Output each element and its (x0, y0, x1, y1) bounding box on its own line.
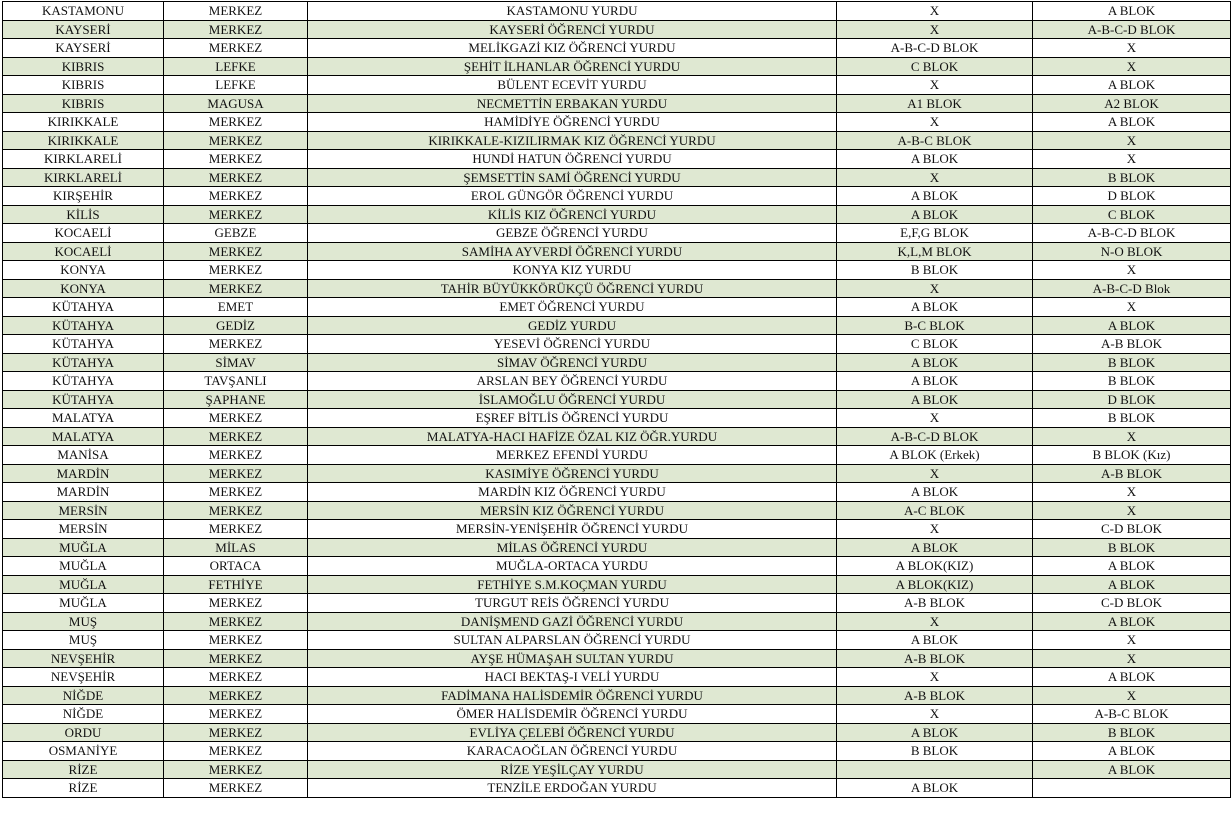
female-block-cell: A BLOK (837, 390, 1033, 409)
district-cell: MERKEZ (164, 501, 308, 520)
table-row (3, 723, 1231, 742)
female-block-cell (837, 760, 1033, 779)
female-block-cell: A BLOK (837, 187, 1033, 206)
male-block-cell: A2 BLOK (1033, 94, 1231, 113)
male-block-cell: B BLOK (1033, 372, 1231, 391)
female-block-cell: A BLOK (837, 779, 1033, 798)
city-cell: KONYA (3, 279, 164, 298)
district-cell: LEFKE (164, 76, 308, 95)
city-cell: RİZE (3, 760, 164, 779)
female-block-cell: A-B BLOK (837, 594, 1033, 613)
female-block-cell: X (837, 20, 1033, 39)
table-row (3, 649, 1231, 668)
city-cell: NEVŞEHİR (3, 668, 164, 687)
district-cell: MERKEZ (164, 594, 308, 613)
table-row (3, 187, 1231, 206)
dormitory-name-cell: KASTAMONU YURDU (308, 2, 837, 21)
female-block-cell: A BLOK (Erkek) (837, 446, 1033, 465)
male-block-cell: X (1033, 57, 1231, 76)
city-cell: MUŞ (3, 612, 164, 631)
dormitory-name-cell: ŞEHİT İLHANLAR ÖĞRENCİ YURDU (308, 57, 837, 76)
male-block-cell: A-B BLOK (1033, 464, 1231, 483)
female-block-cell: A-B-C BLOK (837, 131, 1033, 150)
district-cell: MERKEZ (164, 779, 308, 798)
male-block-cell: D BLOK (1033, 390, 1231, 409)
female-block-cell: A BLOK(KIZ) (837, 557, 1033, 576)
district-cell: MERKEZ (164, 520, 308, 539)
city-cell: KOCAELİ (3, 224, 164, 243)
dormitory-name-cell: ARSLAN BEY ÖĞRENCİ YURDU (308, 372, 837, 391)
district-cell: MERKEZ (164, 649, 308, 668)
male-block-cell: C-D BLOK (1033, 520, 1231, 539)
male-block-cell: A BLOK (1033, 612, 1231, 631)
district-cell: MERKEZ (164, 742, 308, 761)
district-cell: MERKEZ (164, 168, 308, 187)
district-cell: MERKEZ (164, 205, 308, 224)
district-cell: MERKEZ (164, 686, 308, 705)
dormitory-name-cell: NECMETTİN ERBAKAN YURDU (308, 94, 837, 113)
dormitory-name-cell: FETHİYE S.M.KOÇMAN YURDU (308, 575, 837, 594)
table-row (3, 483, 1231, 502)
table-row (3, 686, 1231, 705)
female-block-cell: X (837, 612, 1033, 631)
table-row (3, 168, 1231, 187)
female-block-cell: C BLOK (837, 57, 1033, 76)
city-cell: RİZE (3, 779, 164, 798)
dormitory-name-cell: EVLİYA ÇELEBİ ÖĞRENCİ YURDU (308, 723, 837, 742)
city-cell: KIRIKKALE (3, 131, 164, 150)
city-cell: KIRIKKALE (3, 113, 164, 132)
dormitory-name-cell: KIRIKKALE-KIZILIRMAK KIZ ÖĞRENCİ YURDU (308, 131, 837, 150)
district-cell: GEBZE (164, 224, 308, 243)
dormitory-name-cell: MERSİN KIZ ÖĞRENCİ YURDU (308, 501, 837, 520)
female-block-cell: A-C BLOK (837, 501, 1033, 520)
table-row (3, 20, 1231, 39)
city-cell: KIRKLARELİ (3, 168, 164, 187)
city-cell: MUĞLA (3, 557, 164, 576)
district-cell: MERKEZ (164, 150, 308, 169)
male-block-cell: A BLOK (1033, 2, 1231, 21)
city-cell: MERSİN (3, 501, 164, 520)
city-cell: KIRKLARELİ (3, 150, 164, 169)
table-row (3, 446, 1231, 465)
district-cell: MERKEZ (164, 483, 308, 502)
district-cell: MERKEZ (164, 705, 308, 724)
table-row (3, 538, 1231, 557)
dormitory-name-cell: GEDİZ YURDU (308, 316, 837, 335)
female-block-cell: X (837, 2, 1033, 21)
dormitory-name-cell: EMET ÖĞRENCİ YURDU (308, 298, 837, 317)
district-cell: TAVŞANLI (164, 372, 308, 391)
male-block-cell: A-B-C-D BLOK (1033, 20, 1231, 39)
dormitory-name-cell: TENZİLE ERDOĞAN YURDU (308, 779, 837, 798)
dormitory-name-cell: YESEVİ ÖĞRENCİ YURDU (308, 335, 837, 354)
male-block-cell: B BLOK (1033, 538, 1231, 557)
district-cell: MERKEZ (164, 39, 308, 58)
city-cell: MANİSA (3, 446, 164, 465)
male-block-cell: N-O BLOK (1033, 242, 1231, 261)
male-block-cell: A BLOK (1033, 557, 1231, 576)
male-block-cell: B BLOK (Kız) (1033, 446, 1231, 465)
dormitory-name-cell: KONYA KIZ YURDU (308, 261, 837, 280)
table-row (3, 316, 1231, 335)
female-block-cell: E,F,G BLOK (837, 224, 1033, 243)
female-block-cell: A BLOK(KIZ) (837, 575, 1033, 594)
female-block-cell: X (837, 279, 1033, 298)
dormitory-name-cell: FADİMANA HALİSDEMİR ÖĞRENCİ YURDU (308, 686, 837, 705)
male-block-cell: X (1033, 686, 1231, 705)
female-block-cell: A BLOK (837, 205, 1033, 224)
dormitory-name-cell: AYŞE HÜMAŞAH SULTAN YURDU (308, 649, 837, 668)
city-cell: KIBRIS (3, 94, 164, 113)
city-cell: MARDİN (3, 464, 164, 483)
female-block-cell: B-C BLOK (837, 316, 1033, 335)
male-block-cell: B BLOK (1033, 723, 1231, 742)
district-cell: MERKEZ (164, 261, 308, 280)
city-cell: KOCAELİ (3, 242, 164, 261)
district-cell: MERKEZ (164, 242, 308, 261)
table-row (3, 557, 1231, 576)
district-cell: MERKEZ (164, 20, 308, 39)
dormitory-name-cell: KARACAOĞLAN ÖĞRENCİ YURDU (308, 742, 837, 761)
female-block-cell: X (837, 168, 1033, 187)
city-cell: MUŞ (3, 631, 164, 650)
female-block-cell: B BLOK (837, 261, 1033, 280)
dormitory-name-cell: KİLİS KIZ ÖĞRENCİ YURDU (308, 205, 837, 224)
city-cell: MALATYA (3, 409, 164, 428)
city-cell: KÜTAHYA (3, 298, 164, 317)
table-row (3, 760, 1231, 779)
female-block-cell: A BLOK (837, 538, 1033, 557)
city-cell: MUĞLA (3, 575, 164, 594)
male-block-cell: X (1033, 261, 1231, 280)
dormitory-name-cell: GEBZE ÖĞRENCİ YURDU (308, 224, 837, 243)
city-cell: KAYSERİ (3, 20, 164, 39)
city-cell: MERSİN (3, 520, 164, 539)
table-row (3, 298, 1231, 317)
dormitory-name-cell: KASIMİYE ÖĞRENCİ YURDU (308, 464, 837, 483)
dormitory-name-cell: EŞREF BİTLİS ÖĞRENCİ YURDU (308, 409, 837, 428)
table-row (3, 390, 1231, 409)
dormitory-name-cell: MERKEZ EFENDİ YURDU (308, 446, 837, 465)
district-cell: MERKEZ (164, 279, 308, 298)
female-block-cell: A1 BLOK (837, 94, 1033, 113)
male-block-cell: X (1033, 298, 1231, 317)
female-block-cell: X (837, 76, 1033, 95)
table-row (3, 57, 1231, 76)
district-cell: MERKEZ (164, 131, 308, 150)
district-cell: MERKEZ (164, 723, 308, 742)
male-block-cell: A-B BLOK (1033, 335, 1231, 354)
city-cell: KÜTAHYA (3, 316, 164, 335)
table-row (3, 76, 1231, 95)
female-block-cell: A BLOK (837, 483, 1033, 502)
table-row (3, 94, 1231, 113)
table-row (3, 224, 1231, 243)
city-cell: KIBRIS (3, 76, 164, 95)
female-block-cell: A-B BLOK (837, 649, 1033, 668)
dormitory-name-cell: SULTAN ALPARSLAN ÖĞRENCİ YURDU (308, 631, 837, 650)
district-cell: MERKEZ (164, 446, 308, 465)
dormitory-name-cell: HAMİDİYE ÖĞRENCİ YURDU (308, 113, 837, 132)
male-block-cell: A BLOK (1033, 575, 1231, 594)
male-block-cell: A BLOK (1033, 668, 1231, 687)
district-cell: MERKEZ (164, 612, 308, 631)
dormitory-name-cell: MERSİN-YENİŞEHİR ÖĞRENCİ YURDU (308, 520, 837, 539)
female-block-cell: X (837, 705, 1033, 724)
district-cell: MİLAS (164, 538, 308, 557)
female-block-cell: C BLOK (837, 335, 1033, 354)
district-cell: MAGUSA (164, 94, 308, 113)
district-cell: MERKEZ (164, 335, 308, 354)
table-row (3, 594, 1231, 613)
male-block-cell: B BLOK (1033, 353, 1231, 372)
city-cell: MARDİN (3, 483, 164, 502)
district-cell: MERKEZ (164, 409, 308, 428)
female-block-cell: K,L,M BLOK (837, 242, 1033, 261)
male-block-cell: X (1033, 39, 1231, 58)
male-block-cell: B BLOK (1033, 409, 1231, 428)
district-cell: MERKEZ (164, 631, 308, 650)
district-cell: MERKEZ (164, 427, 308, 446)
district-cell: MERKEZ (164, 187, 308, 206)
district-cell: MERKEZ (164, 113, 308, 132)
dormitory-table (2, 1, 1231, 798)
male-block-cell: X (1033, 150, 1231, 169)
table-row (3, 464, 1231, 483)
male-block-cell: A BLOK (1033, 316, 1231, 335)
female-block-cell: X (837, 668, 1033, 687)
male-block-cell: A-B-C-D Blok (1033, 279, 1231, 298)
table-row (3, 39, 1231, 58)
table-row (3, 242, 1231, 261)
district-cell: EMET (164, 298, 308, 317)
male-block-cell: X (1033, 631, 1231, 650)
city-cell: KÜTAHYA (3, 372, 164, 391)
male-block-cell: A-B-C-D BLOK (1033, 224, 1231, 243)
table-row (3, 353, 1231, 372)
dormitory-name-cell: MUĞLA-ORTACA YURDU (308, 557, 837, 576)
table-row (3, 2, 1231, 21)
city-cell: KIBRIS (3, 57, 164, 76)
dormitory-name-cell: TURGUT REİS ÖĞRENCİ YURDU (308, 594, 837, 613)
female-block-cell: A BLOK (837, 150, 1033, 169)
city-cell: MALATYA (3, 427, 164, 446)
dormitory-name-cell: EROL GÜNGÖR ÖĞRENCİ YURDU (308, 187, 837, 206)
table-row (3, 335, 1231, 354)
dormitory-name-cell: KAYSERİ ÖĞRENCİ YURDU (308, 20, 837, 39)
table-row (3, 279, 1231, 298)
dormitory-name-cell: TAHİR BÜYÜKKÖRÜKÇÜ ÖĞRENCİ YURDU (308, 279, 837, 298)
dormitory-name-cell: MELİKGAZİ KIZ ÖĞRENCİ YURDU (308, 39, 837, 58)
male-block-cell (1033, 779, 1231, 798)
city-cell: KİLİS (3, 205, 164, 224)
city-cell: MUĞLA (3, 594, 164, 613)
city-cell: ORDU (3, 723, 164, 742)
female-block-cell: X (837, 464, 1033, 483)
district-cell: MERKEZ (164, 668, 308, 687)
city-cell: KÜTAHYA (3, 353, 164, 372)
table-row (3, 612, 1231, 631)
female-block-cell: A BLOK (837, 723, 1033, 742)
dormitory-name-cell: RİZE YEŞİLÇAY YURDU (308, 760, 837, 779)
table-row (3, 631, 1231, 650)
dormitory-name-cell: MİLAS ÖĞRENCİ YURDU (308, 538, 837, 557)
table-row (3, 575, 1231, 594)
female-block-cell: X (837, 113, 1033, 132)
female-block-cell: A BLOK (837, 372, 1033, 391)
male-block-cell: B BLOK (1033, 168, 1231, 187)
district-cell: MERKEZ (164, 464, 308, 483)
table-row (3, 427, 1231, 446)
table-row (3, 150, 1231, 169)
dormitory-name-cell: MARDİN KIZ ÖĞRENCİ YURDU (308, 483, 837, 502)
table-row (3, 113, 1231, 132)
city-cell: MUĞLA (3, 538, 164, 557)
dormitory-name-cell: MALATYA-HACI HAFİZE ÖZAL KIZ ÖĞR.YURDU (308, 427, 837, 446)
table-row (3, 205, 1231, 224)
city-cell: KÜTAHYA (3, 335, 164, 354)
table-row (3, 668, 1231, 687)
dormitory-name-cell: İSLAMOĞLU ÖĞRENCİ YURDU (308, 390, 837, 409)
male-block-cell: X (1033, 131, 1231, 150)
female-block-cell: X (837, 520, 1033, 539)
female-block-cell: A BLOK (837, 353, 1033, 372)
city-cell: NEVŞEHİR (3, 649, 164, 668)
female-block-cell: A BLOK (837, 631, 1033, 650)
male-block-cell: C BLOK (1033, 205, 1231, 224)
city-cell: OSMANİYE (3, 742, 164, 761)
male-block-cell: A-B-C BLOK (1033, 705, 1231, 724)
female-block-cell: A BLOK (837, 298, 1033, 317)
male-block-cell: A BLOK (1033, 760, 1231, 779)
female-block-cell: A-B-C-D BLOK (837, 427, 1033, 446)
male-block-cell: D BLOK (1033, 187, 1231, 206)
city-cell: KÜTAHYA (3, 390, 164, 409)
district-cell: ŞAPHANE (164, 390, 308, 409)
dormitory-name-cell: HUNDİ HATUN ÖĞRENCİ YURDU (308, 150, 837, 169)
table-body (3, 2, 1231, 798)
district-cell: MERKEZ (164, 2, 308, 21)
table-row (3, 742, 1231, 761)
dormitory-name-cell: ŞEMSETTİN SAMİ ÖĞRENCİ YURDU (308, 168, 837, 187)
district-cell: LEFKE (164, 57, 308, 76)
city-cell: NİĞDE (3, 686, 164, 705)
male-block-cell: X (1033, 649, 1231, 668)
male-block-cell: A BLOK (1033, 742, 1231, 761)
table-row (3, 520, 1231, 539)
female-block-cell: B BLOK (837, 742, 1033, 761)
dormitory-name-cell: HACI BEKTAŞ-I VELİ YURDU (308, 668, 837, 687)
district-cell: FETHİYE (164, 575, 308, 594)
dormitory-name-cell: DANİŞMEND GAZİ ÖĞRENCİ YURDU (308, 612, 837, 631)
table-row (3, 131, 1231, 150)
dormitory-name-cell: SAMİHA AYVERDİ ÖĞRENCİ YURDU (308, 242, 837, 261)
female-block-cell: X (837, 409, 1033, 428)
city-cell: KAYSERİ (3, 39, 164, 58)
city-cell: KONYA (3, 261, 164, 280)
dormitory-name-cell: ÖMER HALİSDEMİR ÖĞRENCİ YURDU (308, 705, 837, 724)
district-cell: SİMAV (164, 353, 308, 372)
table-row (3, 779, 1231, 798)
city-cell: KIRŞEHİR (3, 187, 164, 206)
table-row (3, 372, 1231, 391)
female-block-cell: A-B-C-D BLOK (837, 39, 1033, 58)
district-cell: GEDİZ (164, 316, 308, 335)
table-row (3, 705, 1231, 724)
male-block-cell: X (1033, 501, 1231, 520)
male-block-cell: X (1033, 427, 1231, 446)
male-block-cell: A BLOK (1033, 76, 1231, 95)
table-row (3, 261, 1231, 280)
district-cell: ORTACA (164, 557, 308, 576)
dormitory-name-cell: SİMAV ÖĞRENCİ YURDU (308, 353, 837, 372)
male-block-cell: A BLOK (1033, 113, 1231, 132)
male-block-cell: C-D BLOK (1033, 594, 1231, 613)
female-block-cell: A-B BLOK (837, 686, 1033, 705)
dormitory-name-cell: BÜLENT ECEVİT YURDU (308, 76, 837, 95)
city-cell: NİĞDE (3, 705, 164, 724)
district-cell: MERKEZ (164, 760, 308, 779)
table-row (3, 501, 1231, 520)
table-row (3, 409, 1231, 428)
male-block-cell: X (1033, 483, 1231, 502)
city-cell: KASTAMONU (3, 2, 164, 21)
